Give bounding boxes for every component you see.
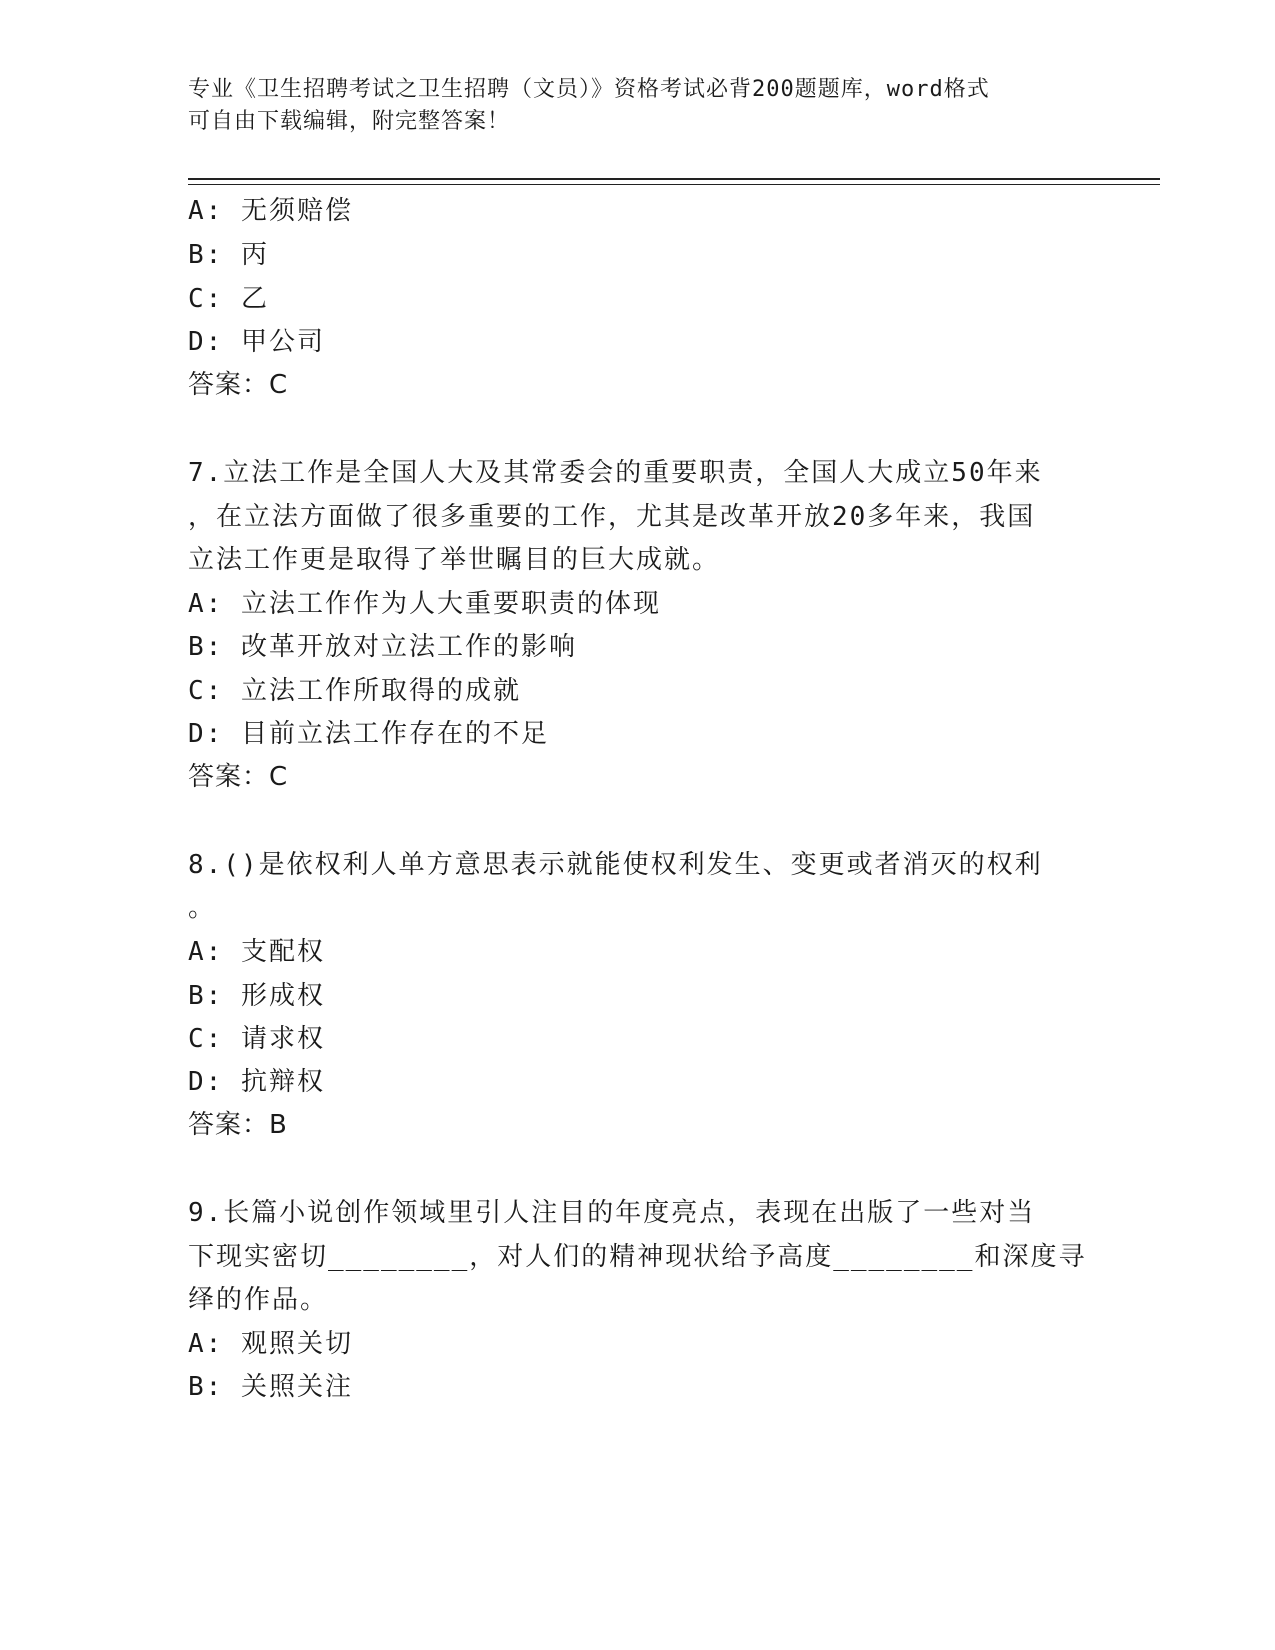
q7-option-b: B: 改革开放对立法工作的影响 [188,632,577,662]
q9-stem-line-3: 绎的作品。 [188,1285,329,1315]
q9-option-a: A: 观照关切 [188,1329,353,1359]
q8-option-d: D: 抗辩权 [188,1067,325,1097]
q7-stem-line-3: 立法工作更是取得了举世瞩目的巨大成就。 [188,545,721,575]
header-divider-thin [188,184,1160,185]
q8-answer: 答案：B [188,1110,288,1140]
document-header [188,74,1088,138]
q7-stem-line-1: 7.立法工作是全国人大及其常委会的重要职责，全国人大成立50年来 [188,458,1043,488]
q7-option-d: D: 目前立法工作存在的不足 [188,719,549,749]
q6-option-a: A: 无须赔偿 [188,196,353,226]
q7-answer: 答案：C [188,762,289,792]
q9-stem-line-2: 下现实密切________，对人们的精神现状给予高度________和深度寻 [188,1242,1087,1272]
header-line-1: 专业《卫生招聘考试之卫生招聘（文员）》资格考试必背200题题库，word格式 [188,77,990,102]
q6-answer: 答案：C [188,370,289,400]
q8-stem-line-2: 。 [188,893,217,923]
q6-option-b: B: 丙 [188,240,269,270]
q6-option-d: D: 甲公司 [188,327,325,357]
q9-stem-line-1: 9.长篇小说创作领域里引人注目的年度亮点，表现在出版了一些对当 [188,1198,1036,1228]
header-divider-thick [188,178,1160,180]
header-line-2: 可自由下载编辑，附完整答案！ [188,109,511,134]
q6-option-c: C: 乙 [188,284,269,314]
q7-option-c: C: 立法工作所取得的成就 [188,676,521,706]
q8-option-a: A: 支配权 [188,937,325,967]
q9-option-b: B: 关照关注 [188,1372,353,1402]
q8-stem-line-1: 8.()是依权利人单方意思表示就能使权利发生、变更或者消灭的权利 [188,850,1043,880]
q7-option-a: A: 立法工作作为人大重要职责的体现 [188,589,661,619]
q7-stem-line-2: ，在立法方面做了很多重要的工作，尤其是改革开放20多年来，我国 [188,502,1036,532]
q8-option-c: C: 请求权 [188,1024,325,1054]
q8-option-b: B: 形成权 [188,981,325,1011]
